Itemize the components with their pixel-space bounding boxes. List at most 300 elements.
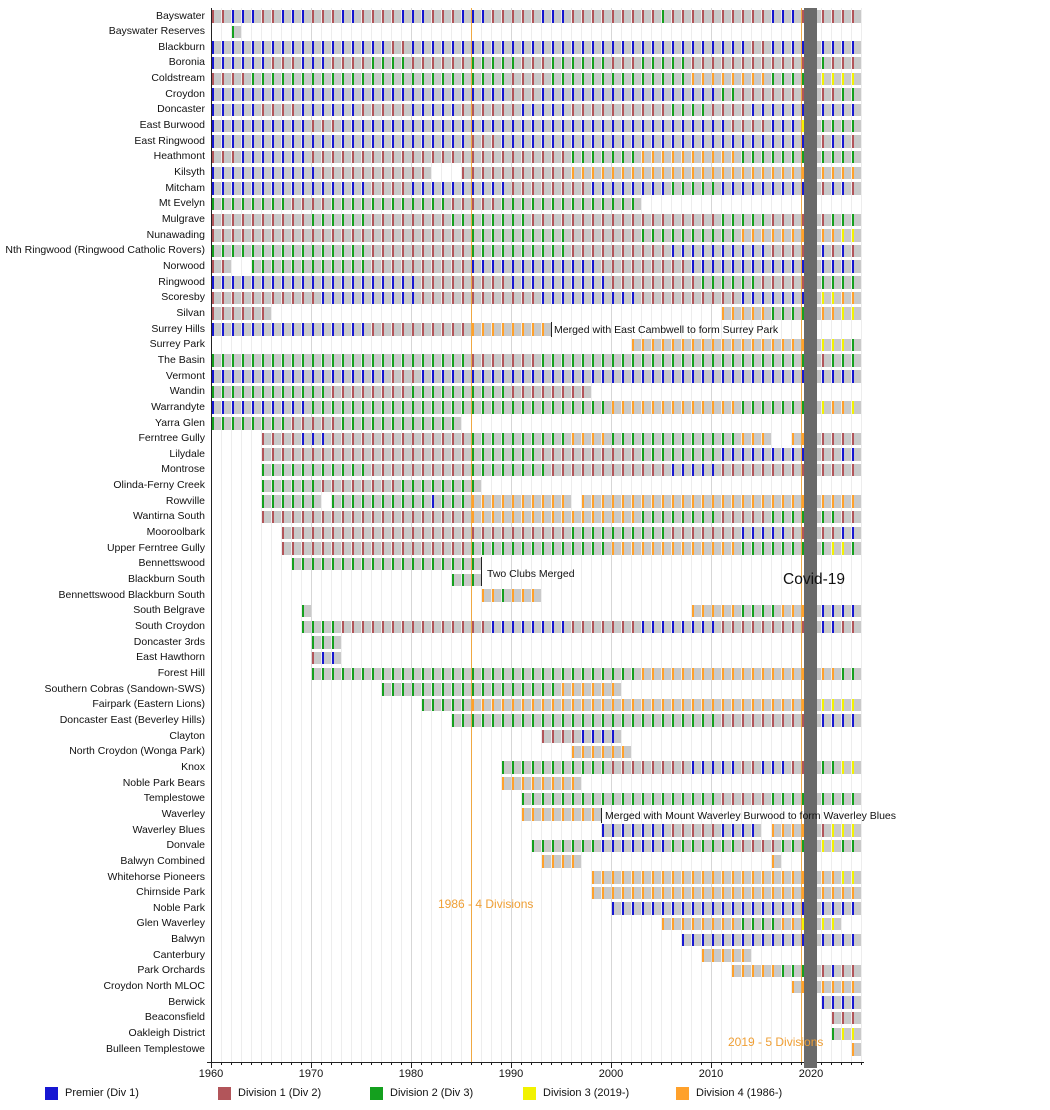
- year-box: [662, 793, 672, 806]
- year-box: [552, 120, 562, 133]
- year-box: [482, 104, 492, 117]
- year-box: [702, 401, 712, 414]
- year-box: [672, 276, 682, 289]
- year-box: [772, 88, 782, 101]
- year-box: [292, 73, 302, 86]
- year-box: [692, 871, 702, 884]
- year-box: [572, 370, 582, 383]
- year-box: [392, 276, 402, 289]
- year-box: [212, 214, 222, 227]
- year-box: [432, 104, 442, 117]
- year-box: [282, 167, 292, 180]
- year-box: [842, 214, 852, 227]
- year-box: [422, 276, 432, 289]
- year-box: [222, 73, 232, 86]
- year-box: [612, 151, 622, 164]
- year-box: [662, 151, 672, 164]
- year-box: [402, 495, 412, 508]
- year-box: [792, 120, 802, 133]
- year-box: [382, 401, 392, 414]
- year-box: [482, 245, 492, 258]
- year-box: [612, 511, 622, 524]
- year-box: [362, 480, 372, 493]
- year-box: [772, 824, 782, 837]
- year-box: [842, 934, 852, 947]
- year-box: [832, 151, 842, 164]
- year-box: [652, 214, 662, 227]
- year-box: [682, 542, 692, 555]
- year-box: [212, 370, 222, 383]
- year-box: [472, 182, 482, 195]
- year-box: [692, 840, 702, 853]
- year-box: [272, 41, 282, 54]
- year-box: [292, 260, 302, 273]
- year-box: [582, 840, 592, 853]
- year-box: [612, 10, 622, 23]
- year-box: [452, 558, 462, 571]
- year-box: [512, 182, 522, 195]
- club-label: Fairpark (Eastern Lions): [92, 698, 205, 711]
- year-box: [342, 386, 352, 399]
- year-box: [852, 276, 862, 289]
- year-box: [322, 480, 332, 493]
- year-box: [632, 433, 642, 446]
- year-box: [722, 527, 732, 540]
- year-box: [752, 714, 762, 727]
- year-box: [782, 902, 792, 915]
- year-box: [822, 229, 832, 242]
- year-box: [522, 808, 532, 821]
- year-box: [472, 151, 482, 164]
- year-box: [782, 41, 792, 54]
- year-box: [852, 887, 862, 900]
- year-box: [382, 323, 392, 336]
- year-box: [682, 104, 692, 117]
- year-box: [262, 151, 272, 164]
- year-box: [362, 464, 372, 477]
- year-box: [492, 245, 502, 258]
- year-box: [722, 887, 732, 900]
- year-box: [472, 73, 482, 86]
- year-box: [572, 840, 582, 853]
- year-box: [382, 135, 392, 148]
- year-box: [692, 761, 702, 774]
- year-box: [352, 10, 362, 23]
- year-box: [712, 871, 722, 884]
- year-box: [692, 370, 702, 383]
- year-box: [512, 198, 522, 211]
- year-box: [502, 167, 512, 180]
- year-box: [522, 668, 532, 681]
- year-box: [442, 323, 452, 336]
- year-box: [332, 323, 342, 336]
- year-box: [482, 542, 492, 555]
- year-box: [342, 511, 352, 524]
- year-box: [592, 292, 602, 305]
- year-box: [282, 542, 292, 555]
- year-box: [572, 10, 582, 23]
- axis-tick: [481, 1062, 482, 1065]
- year-box: [402, 135, 412, 148]
- year-box: [492, 464, 502, 477]
- year-box: [522, 354, 532, 367]
- year-box: [432, 198, 442, 211]
- year-box: [512, 88, 522, 101]
- year-box: [832, 871, 842, 884]
- year-box: [672, 120, 682, 133]
- year-box: [832, 120, 842, 133]
- year-box: [412, 73, 422, 86]
- year-box: [622, 433, 632, 446]
- year-box: [242, 214, 252, 227]
- club-label: Knox: [181, 760, 205, 773]
- year-box: [542, 292, 552, 305]
- year-box: [592, 198, 602, 211]
- year-box: [762, 57, 772, 70]
- club-label: Doncaster 3rds: [133, 635, 205, 648]
- year-box: [652, 41, 662, 54]
- year-box: [532, 198, 542, 211]
- year-box: [612, 871, 622, 884]
- year-box: [412, 511, 422, 524]
- year-box: [352, 276, 362, 289]
- year-box: [612, 292, 622, 305]
- year-box: [292, 527, 302, 540]
- year-box: [442, 433, 452, 446]
- axis-tick: [661, 1062, 662, 1065]
- year-box: [792, 167, 802, 180]
- year-box: [302, 558, 312, 571]
- year-box: [322, 245, 332, 258]
- year-box: [422, 480, 432, 493]
- year-box: [402, 198, 412, 211]
- year-box: [462, 151, 472, 164]
- year-box: [512, 135, 522, 148]
- year-box: [372, 198, 382, 211]
- year-box: [342, 448, 352, 461]
- year-box: [612, 433, 622, 446]
- year-box: [782, 370, 792, 383]
- year-box: [432, 260, 442, 273]
- year-box: [602, 135, 612, 148]
- year-box: [822, 88, 832, 101]
- year-box: [582, 808, 592, 821]
- year-box: [332, 182, 342, 195]
- year-box: [332, 401, 342, 414]
- year-box: [672, 464, 682, 477]
- year-box: [772, 934, 782, 947]
- year-box: [572, 699, 582, 712]
- year-box: [792, 135, 802, 148]
- year-box: [692, 511, 702, 524]
- year-box: [722, 401, 732, 414]
- year-box: [362, 527, 372, 540]
- year-box: [562, 276, 572, 289]
- year-box: [402, 323, 412, 336]
- year-box: [362, 167, 372, 180]
- year-box: [652, 527, 662, 540]
- year-box: [552, 104, 562, 117]
- year-box: [492, 433, 502, 446]
- year-box: [772, 965, 782, 978]
- year-box: [532, 167, 542, 180]
- year-box: [562, 88, 572, 101]
- year-box: [722, 871, 732, 884]
- year-box: [552, 683, 562, 696]
- year-box: [782, 527, 792, 540]
- year-box: [292, 323, 302, 336]
- year-box: [722, 433, 732, 446]
- year-box: [382, 88, 392, 101]
- year-box: [242, 41, 252, 54]
- year-box: [282, 88, 292, 101]
- year-box: [682, 151, 692, 164]
- year-box: [472, 699, 482, 712]
- year-box: [462, 182, 472, 195]
- year-box: [332, 88, 342, 101]
- year-box: [332, 448, 342, 461]
- year-box: [432, 245, 442, 258]
- year-box: [642, 151, 652, 164]
- year-box: [592, 714, 602, 727]
- year-box: [322, 558, 332, 571]
- year-box: [732, 949, 742, 962]
- year-box: [762, 229, 772, 242]
- year-box: [592, 808, 602, 821]
- year-box: [542, 808, 552, 821]
- year-box: [832, 401, 842, 414]
- year-box: [722, 495, 732, 508]
- year-box: [312, 433, 322, 446]
- year-box: [612, 793, 622, 806]
- year-box: [492, 714, 502, 727]
- year-box: [742, 699, 752, 712]
- year-box: [742, 934, 752, 947]
- year-box: [612, 167, 622, 180]
- year-box: [822, 934, 832, 947]
- year-box: [612, 668, 622, 681]
- axis-year-label: 1990: [498, 1068, 524, 1080]
- year-box: [312, 182, 322, 195]
- year-box: [682, 464, 692, 477]
- year-box: [772, 41, 782, 54]
- year-box: [462, 401, 472, 414]
- year-box: [332, 668, 342, 681]
- year-box: [602, 871, 612, 884]
- year-box: [362, 104, 372, 117]
- year-box: [552, 41, 562, 54]
- year-box: [252, 245, 262, 258]
- year-box: [532, 495, 542, 508]
- year-box: [562, 511, 572, 524]
- merge-bracket-two-clubs: [481, 557, 482, 586]
- year-box: [692, 354, 702, 367]
- year-box: [432, 668, 442, 681]
- year-box: [522, 10, 532, 23]
- year-box: [432, 699, 442, 712]
- year-box: [592, 214, 602, 227]
- year-box: [632, 511, 642, 524]
- year-box: [292, 167, 302, 180]
- year-box: [722, 902, 732, 915]
- year-box: [742, 339, 752, 352]
- year-box: [412, 417, 422, 430]
- year-box: [712, 276, 722, 289]
- year-box: [492, 542, 502, 555]
- year-box: [852, 871, 862, 884]
- year-box: [252, 104, 262, 117]
- year-box: [422, 151, 432, 164]
- year-box: [382, 10, 392, 23]
- year-box: [692, 448, 702, 461]
- year-box: [372, 417, 382, 430]
- year-box: [382, 276, 392, 289]
- year-box: [572, 88, 582, 101]
- year-box: [842, 88, 852, 101]
- year-box: [522, 683, 532, 696]
- year-box: [422, 260, 432, 273]
- year-box: [592, 464, 602, 477]
- year-box: [542, 527, 552, 540]
- year-box: [392, 151, 402, 164]
- year-box: [742, 10, 752, 23]
- year-box: [422, 167, 432, 180]
- year-box: [212, 276, 222, 289]
- year-box: [662, 339, 672, 352]
- year-box: [552, 260, 562, 273]
- year-box: [742, 949, 752, 962]
- year-box: [562, 198, 572, 211]
- year-box: [462, 527, 472, 540]
- year-box: [372, 323, 382, 336]
- year-box: [362, 323, 372, 336]
- year-box: [722, 464, 732, 477]
- year-box: [682, 339, 692, 352]
- year-box: [562, 41, 572, 54]
- year-box: [762, 699, 772, 712]
- year-box: [782, 824, 792, 837]
- year-box: [582, 41, 592, 54]
- year-box: [512, 354, 522, 367]
- year-box: [602, 621, 612, 634]
- year-box: [832, 621, 842, 634]
- year-box: [472, 668, 482, 681]
- year-box: [762, 887, 772, 900]
- year-box: [732, 714, 742, 727]
- year-box: [532, 542, 542, 555]
- year-box: [542, 245, 552, 258]
- year-box: [322, 88, 332, 101]
- year-box: [462, 448, 472, 461]
- year-box: [512, 699, 522, 712]
- year-box: [832, 965, 842, 978]
- year-box: [702, 902, 712, 915]
- year-box: [732, 605, 742, 618]
- year-box: [382, 527, 392, 540]
- year-box: [582, 214, 592, 227]
- year-box: [582, 495, 592, 508]
- year-box: [452, 495, 462, 508]
- year-box: [672, 902, 682, 915]
- year-box: [402, 433, 412, 446]
- club-label: Olinda-Ferny Creek: [113, 479, 205, 492]
- year-box: [792, 981, 802, 994]
- year-box: [762, 307, 772, 320]
- year-box: [392, 433, 402, 446]
- year-box: [762, 902, 772, 915]
- year-box: [472, 558, 482, 571]
- year-box: [342, 464, 352, 477]
- year-box: [312, 636, 322, 649]
- year-box: [692, 527, 702, 540]
- year-box: [342, 495, 352, 508]
- year-box: [612, 370, 622, 383]
- year-box: [522, 511, 532, 524]
- year-box: [722, 761, 732, 774]
- year-box: [632, 41, 642, 54]
- year-box: [772, 214, 782, 227]
- year-box: [472, 120, 482, 133]
- year-box: [422, 370, 432, 383]
- year-box: [672, 88, 682, 101]
- year-box: [222, 120, 232, 133]
- year-box: [752, 182, 762, 195]
- year-box: [682, 871, 692, 884]
- year-box: [322, 135, 332, 148]
- year-box: [652, 276, 662, 289]
- year-box: [352, 229, 362, 242]
- year-box: [602, 104, 612, 117]
- year-box: [602, 370, 612, 383]
- year-box: [522, 198, 532, 211]
- year-box: [652, 245, 662, 258]
- axis-tick: [731, 1062, 732, 1065]
- milestone-line-2019: [801, 8, 802, 1062]
- year-box: [832, 542, 842, 555]
- year-box: [232, 88, 242, 101]
- year-box: [582, 683, 592, 696]
- year-box: [342, 198, 352, 211]
- year-box: [512, 245, 522, 258]
- axis-tick: [361, 1062, 362, 1065]
- year-box: [492, 386, 502, 399]
- year-box: [262, 511, 272, 524]
- year-box: [742, 104, 752, 117]
- year-box: [352, 464, 362, 477]
- year-box: [782, 104, 792, 117]
- year-box: [212, 307, 222, 320]
- year-box: [262, 292, 272, 305]
- year-box: [672, 793, 682, 806]
- year-box: [692, 182, 702, 195]
- year-box: [402, 480, 412, 493]
- year-box: [432, 151, 442, 164]
- year-box: [252, 88, 262, 101]
- year-box: [282, 41, 292, 54]
- year-box: [642, 840, 652, 853]
- year-box: [442, 417, 452, 430]
- year-box: [462, 135, 472, 148]
- year-box: [792, 668, 802, 681]
- year-box: [392, 198, 402, 211]
- year-box: [642, 433, 652, 446]
- year-box: [332, 464, 342, 477]
- year-box: [582, 433, 592, 446]
- year-box: [822, 354, 832, 367]
- club-label: Whitehorse Pioneers: [107, 870, 205, 883]
- year-box: [462, 229, 472, 242]
- year-box: [792, 699, 802, 712]
